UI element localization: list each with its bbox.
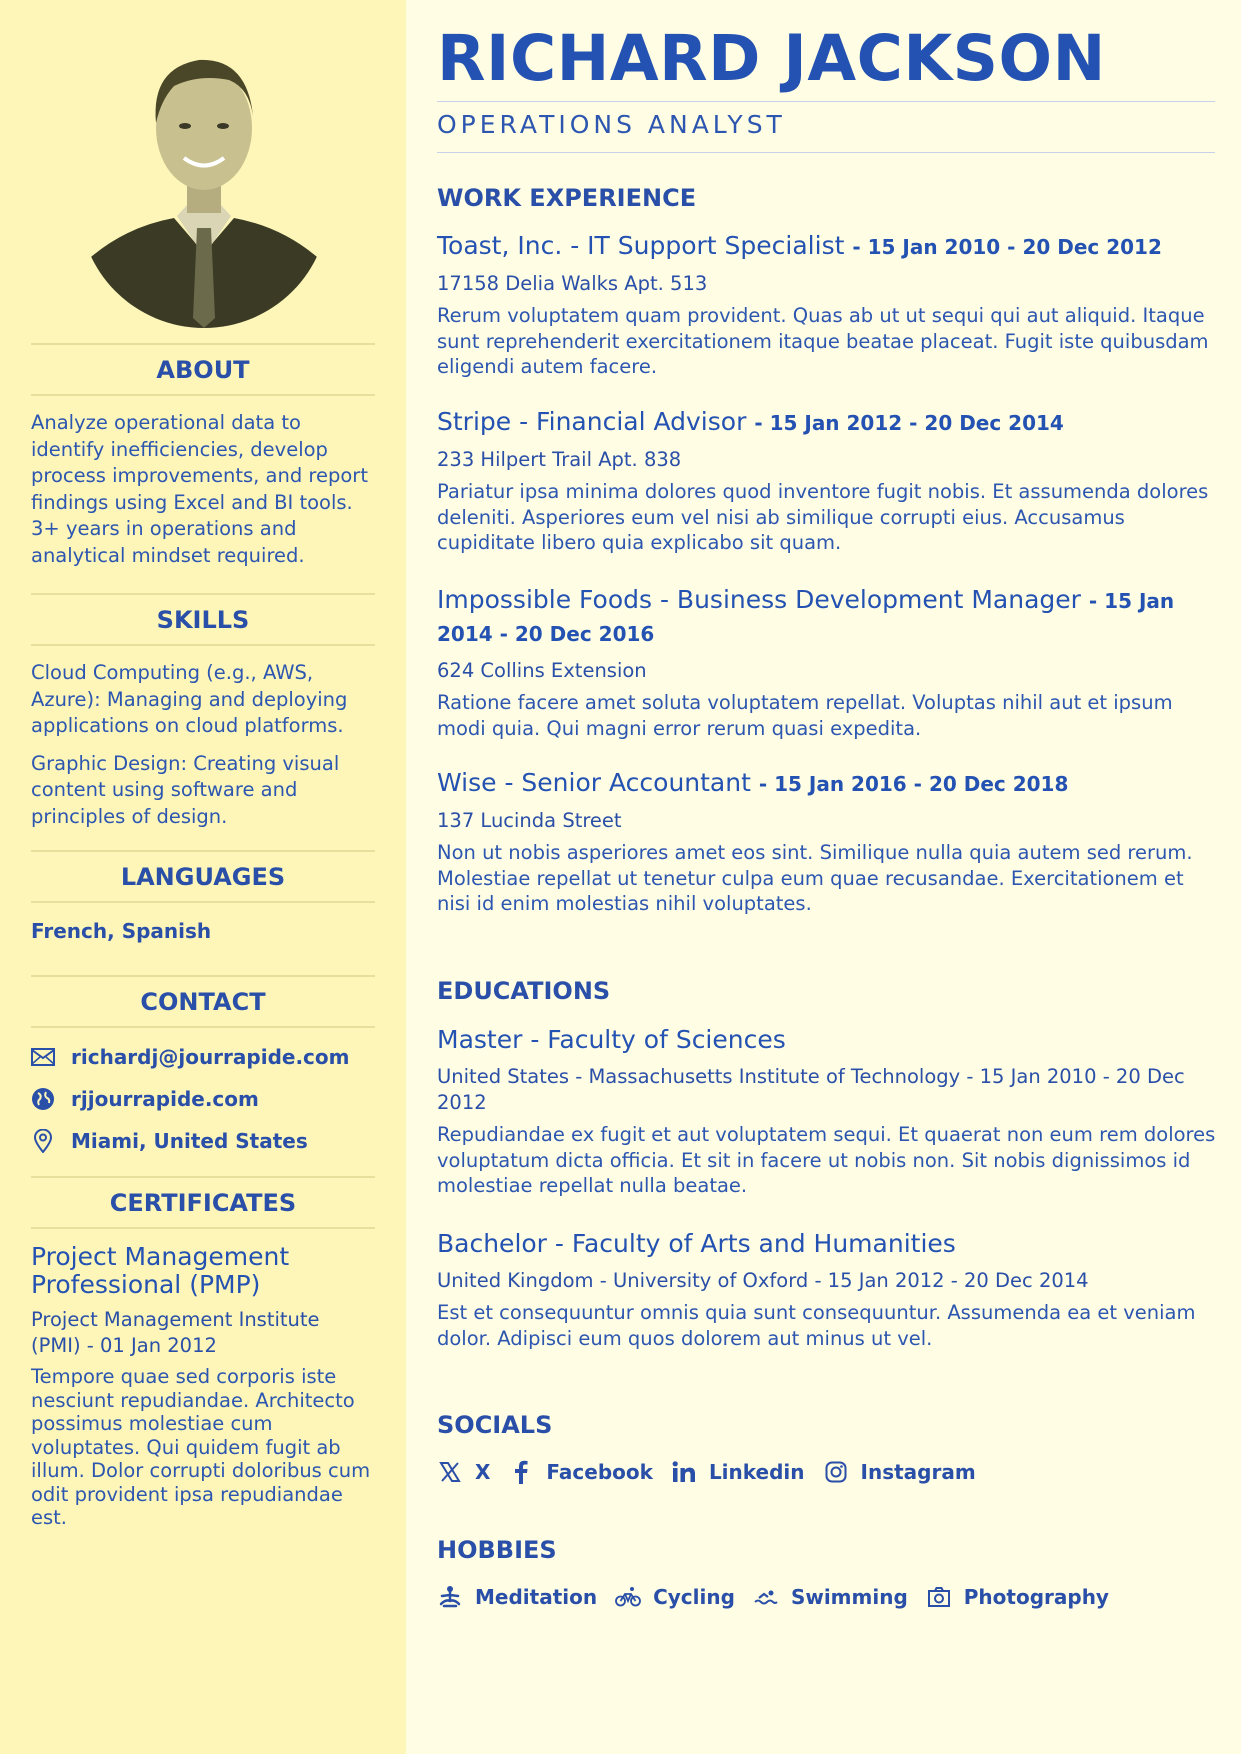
socials-list (437, 1459, 994, 1485)
work-item (437, 230, 1217, 380)
languages-section (31, 850, 375, 943)
education-title: Bachelor - Faculty of Arts and Humanities (437, 1229, 956, 1258)
contact-heading: CONTACT (31, 975, 375, 1028)
work-desc: Non ut nobis asperiores amet eos sint. Similique nulla quia autem sed rerum. Molestiae repellat ut tenetur culpa eum quae recusandae. Exercitationem et nisi id enim molestias nihil voluptates. (437, 841, 1193, 915)
work-address: 137 Lucinda Street (437, 809, 622, 832)
work-heading: WORK EXPERIENCE (437, 184, 697, 212)
contact-email[interactable] (31, 1036, 375, 1078)
work-address: 624 Collins Extension (437, 659, 647, 682)
work-desc: Ratione facere amet soluta voluptatem repellat. Voluptas nihil aut et ipsum modi quia. Qui magni error rerum quasi expedita. (437, 691, 1173, 740)
hobby-label: Photography (963, 1585, 1109, 1609)
certificates-heading: CERTIFICATES (31, 1176, 375, 1229)
education-heading: EDUCATIONS (437, 977, 611, 1005)
hobby-label: Swimming (790, 1585, 908, 1609)
camera-icon (926, 1584, 952, 1610)
languages-heading: LANGUAGES (31, 850, 375, 903)
work-address: 233 Hilpert Trail Apt. 838 (437, 448, 682, 471)
main-content (406, 0, 1241, 1754)
education-item (437, 1024, 1217, 1199)
education-item (437, 1228, 1217, 1351)
mail-icon (31, 1045, 55, 1069)
instagram-icon (823, 1459, 849, 1485)
social-label: Linkedin (708, 1460, 805, 1484)
hobbies-heading: HOBBIES (437, 1536, 557, 1564)
work-desc: Pariatur ipsa minima dolores quod inventore fugit nobis. Et assumenda dolores deleniti. Asperiores eum vel nisi ab similique corrupti eius. Accusamus cupiditate libero quia explicabo sit quam. (437, 480, 1209, 554)
divider (437, 101, 1215, 102)
website-text: rjjourrapide.com (71, 1087, 259, 1111)
cycling-icon (615, 1584, 641, 1610)
work-desc: Rerum voluptatem quam provident. Quas ab ut ut sequi qui aut aliquid. Itaque sunt reprehenderit exercitationem itaque beatae placeat. Fugit iste quibusdam eligendi autem facere. (437, 304, 1209, 378)
contact-section (31, 975, 375, 1162)
about-heading: ABOUT (31, 343, 375, 396)
education-desc: Repudiandae ex fugit et aut voluptatem sequi. Et quaerat non eum rem dolores voluptatum dicta officia. Et sit in facere ut nobis non. Sit nobis dignissimos id molestiae repellat nulla beatae. (437, 1123, 1216, 1197)
work-item (437, 406, 1217, 556)
hobby-item (615, 1584, 735, 1610)
social-facebook[interactable] (508, 1459, 653, 1485)
socials-heading: SOCIALS (437, 1411, 553, 1439)
skills-heading: SKILLS (31, 593, 375, 646)
skills-section (31, 593, 375, 830)
languages-text: French, Spanish (31, 919, 212, 943)
work-title: Toast, Inc. - IT Support Specialist (437, 231, 845, 260)
work-dates: - 15 Jan 2016 - 20 Dec 2018 (758, 772, 1069, 796)
work-title: Stripe - Financial Advisor (437, 407, 747, 436)
work-item (437, 584, 1217, 741)
education-title: Master - Faculty of Sciences (437, 1025, 786, 1054)
education-desc: Est et consequuntur omnis quia sunt consequuntur. Assumenda ea et veniam dolor. Adipisci eum quos dolorem aut minus ut vel. (437, 1301, 1196, 1350)
social-label: Instagram (860, 1460, 976, 1484)
linkedin-icon (671, 1459, 697, 1485)
hobby-item (926, 1584, 1109, 1610)
work-dates: - 15 Jan 2014 - 20 Dec 2016 (437, 589, 1175, 646)
work-dates: - 15 Jan 2012 - 20 Dec 2014 (754, 411, 1064, 435)
social-label: X (475, 1460, 491, 1484)
hobby-item (753, 1584, 908, 1610)
social-x[interactable] (437, 1459, 490, 1485)
hobby-label: Cycling (653, 1585, 735, 1609)
certificate-desc: Tempore quae sed corporis iste nesciunt repudiandae. Architecto possimus molestiae cum voluptates. Qui quidem fugit ab illum. Dolor corrupti doloribus cum odit provident ipsa repudiandae est. (31, 1365, 371, 1529)
social-instagram[interactable] (823, 1459, 976, 1485)
social-linkedin[interactable] (671, 1459, 805, 1485)
hobbies-list (437, 1584, 1127, 1610)
divider (437, 152, 1215, 153)
social-label: Facebook (546, 1460, 653, 1484)
about-text: Analyze operational data to identify inefficiencies, develop process improvements, and report findings using Excel and BI tools. 3+ years in operations and analytical mindset required. (31, 411, 368, 567)
certificate-item (31, 1243, 375, 1530)
certificates-section (31, 1176, 375, 1530)
profile-photo (79, 28, 329, 328)
certificate-issuer: Project Management Institute (PMI) - 01 Jan 2012 (31, 1308, 320, 1357)
location-pin-icon (31, 1129, 55, 1153)
contact-website[interactable] (31, 1078, 375, 1120)
swimming-icon (753, 1584, 779, 1610)
education-sub: United Kingdom - University of Oxford - 15 Jan 2012 - 20 Dec 2014 (437, 1269, 1089, 1292)
email-text: richardj@jourrapide.com (71, 1045, 350, 1069)
facebook-icon (508, 1459, 534, 1485)
sidebar (0, 0, 406, 1754)
work-address: 17158 Delia Walks Apt. 513 (437, 272, 708, 295)
person-name: RICHARD JACKSON (437, 22, 1106, 95)
hobby-item (437, 1584, 597, 1610)
work-title: Impossible Foods - Business Development Manager (437, 585, 1081, 614)
hobby-label: Meditation (475, 1585, 598, 1609)
location-text: Miami, United States (71, 1129, 308, 1153)
work-item (437, 767, 1217, 917)
person-role: OPERATIONS ANALYST (437, 110, 786, 139)
meditation-icon (437, 1584, 463, 1610)
skill-item: Cloud Computing (e.g., AWS, Azure): Managing and deploying applications on cloud platforms. (31, 661, 348, 737)
about-section (31, 343, 375, 569)
work-dates: - 15 Jan 2010 - 20 Dec 2012 (852, 235, 1162, 259)
skill-item: Graphic Design: Creating visual content using software and principles of design. (31, 751, 340, 828)
work-title: Wise - Senior Accountant (437, 768, 751, 797)
contact-location (31, 1120, 375, 1162)
education-sub: United States - Massachusetts Institute of Technology - 15 Jan 2010 - 20 Dec 2012 (437, 1065, 1185, 1114)
certificate-title: Project Management Professional (PMP) (31, 1242, 290, 1299)
x-icon (437, 1459, 463, 1485)
globe-icon (31, 1087, 55, 1111)
